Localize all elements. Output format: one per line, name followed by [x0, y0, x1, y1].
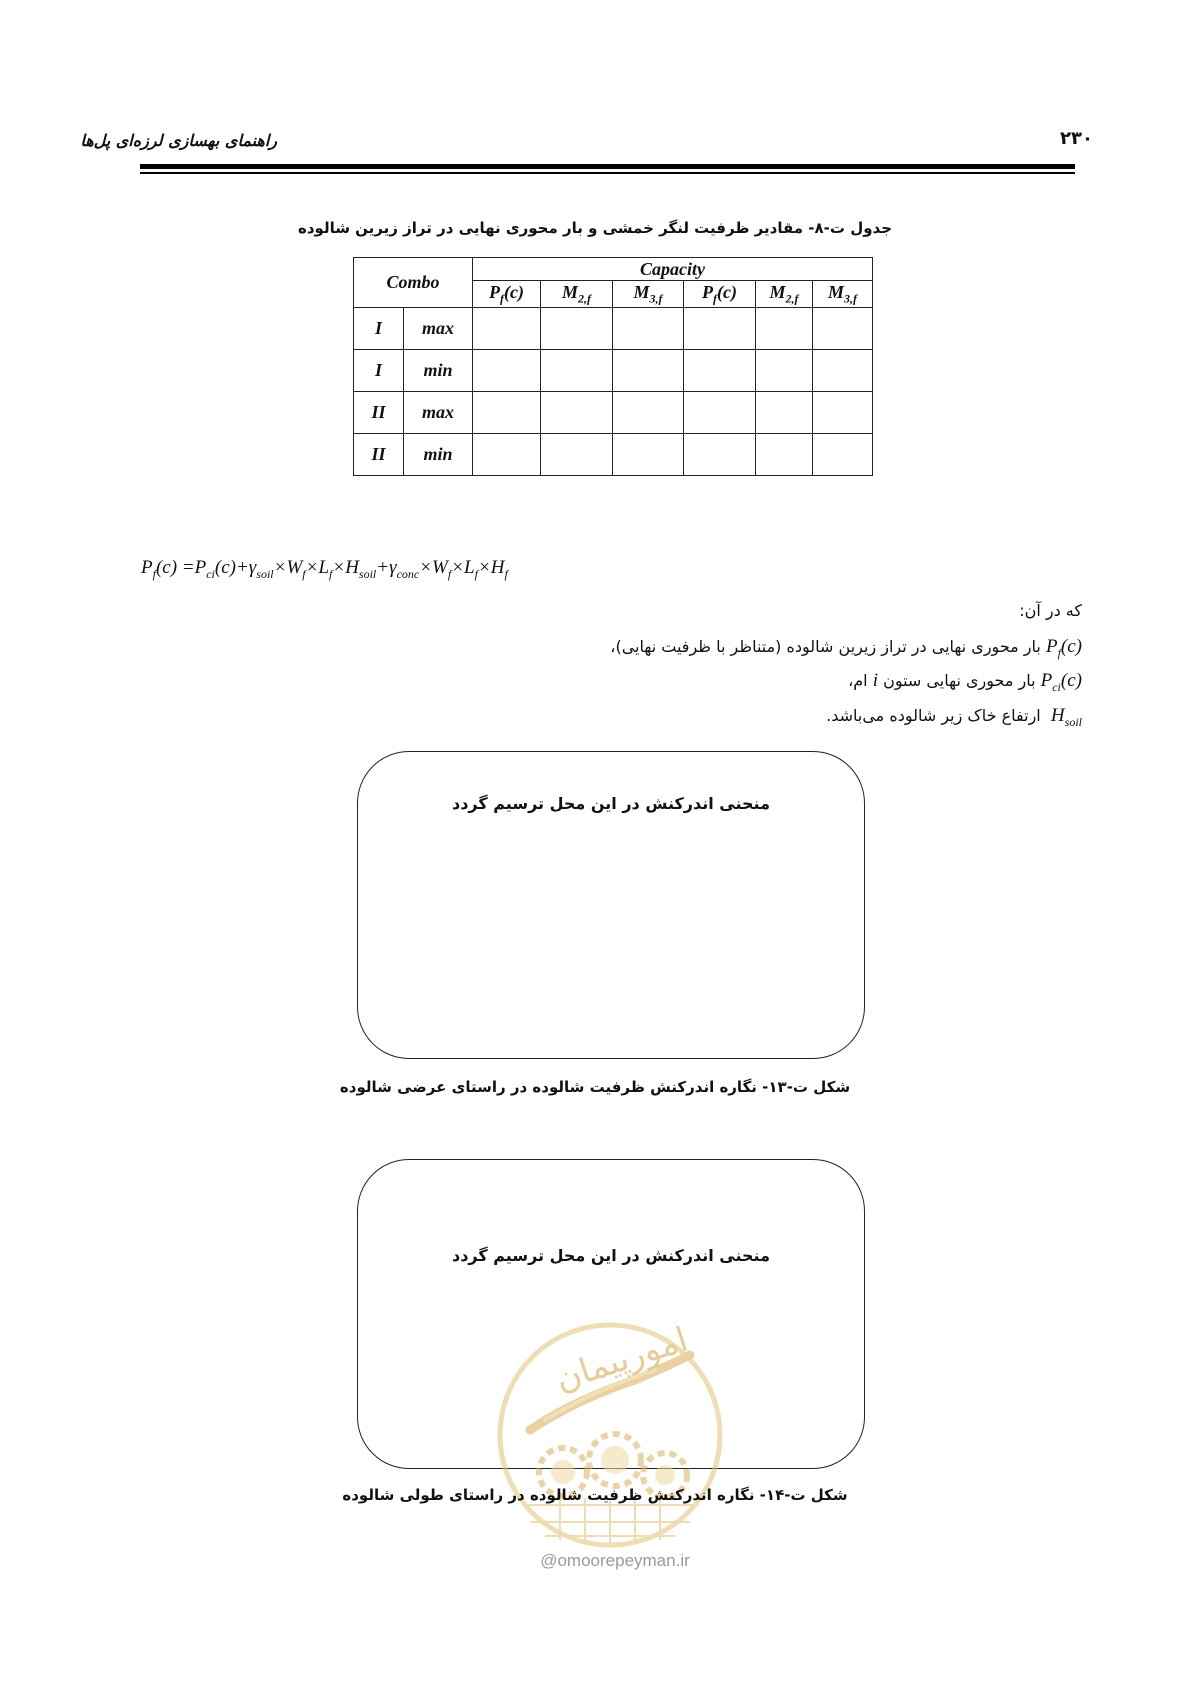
table-row [354, 434, 873, 476]
bound-cell: max [404, 392, 473, 434]
combo-cell: I [354, 350, 404, 392]
definition-text: ارتفاع خاک زیر شالوده می‌باشد. [826, 706, 1041, 725]
empty-cell [813, 350, 873, 392]
empty-cell [541, 392, 613, 434]
empty-cell [756, 308, 813, 350]
column-header-m2f: $M_{2,f}$ [756, 281, 813, 308]
definition-pci: $P_{ci}(c)$ بار محوری نهایی ستون i ام، [848, 670, 1082, 694]
column-header-m2f: $M_{2,f}$ [541, 281, 613, 308]
axial-load-formula: $P_f(c) =P_{ci}(c)+\gamma_{soil}\times W_f\times L_f\times H_{soil}+\gamma_{conc}\times W_f\times L_f\times H_f$ [141, 557, 508, 581]
definition-text: بار محوری نهایی ستون [883, 671, 1036, 690]
running-header-title: راهنمای بهسازی لرزه‌ای پل‌ها [80, 131, 277, 150]
empty-cell [813, 392, 873, 434]
capacity-table [353, 257, 873, 476]
table-row [354, 392, 873, 434]
column-header-m3f: $M_{3,f}$ [813, 281, 873, 308]
definition-text: ام، [848, 671, 868, 690]
figure-placeholder-label: منحنی اندرکنش در این محل ترسیم گردد [452, 1246, 770, 1265]
empty-cell [613, 392, 684, 434]
table-row [354, 308, 873, 350]
interaction-curve-box-transverse [357, 751, 865, 1059]
bound-cell: min [404, 434, 473, 476]
empty-cell [756, 350, 813, 392]
table-row [354, 350, 873, 392]
empty-cell [756, 392, 813, 434]
empty-cell [613, 434, 684, 476]
column-header-pf: $P_f(c)$ [473, 281, 541, 308]
figure-caption: شکل ت-۱۳- نگاره اندرکنش ظرفیت شالوده در راستای عرضی شالوده [339, 1078, 851, 1096]
definition-hsoil: $H_{soil}$ ارتفاع خاک زیر شالوده می‌باشد. [826, 705, 1082, 729]
empty-cell [473, 434, 541, 476]
empty-cell [613, 308, 684, 350]
empty-cell [613, 350, 684, 392]
capacity-header: Capacity [473, 258, 873, 281]
column-header-pf: $P_f(c)$ [684, 281, 756, 308]
definition-text: بار محوری نهایی در تراز زیرین شالوده (متناظر با ظرفیت نهایی)، [610, 637, 1041, 656]
header-rule-thick [140, 164, 1075, 169]
combo-header: Combo [354, 258, 473, 308]
empty-cell [541, 350, 613, 392]
empty-cell [541, 308, 613, 350]
empty-cell [684, 392, 756, 434]
empty-cell [756, 434, 813, 476]
watermark-logo-text: امورپیمان [550, 1319, 693, 1400]
bound-cell: min [404, 350, 473, 392]
definitions-intro: که در آن: [1019, 601, 1082, 620]
empty-cell [541, 434, 613, 476]
empty-cell [684, 308, 756, 350]
watermark-logo [485, 1310, 735, 1560]
empty-cell [813, 434, 873, 476]
column-header-m3f: $M_{3,f}$ [613, 281, 684, 308]
combo-cell: II [354, 392, 404, 434]
empty-cell [813, 308, 873, 350]
empty-cell [684, 350, 756, 392]
definition-pf: $P_f(c)$ بار محوری نهایی در تراز زیرین شالوده (متناظر با ظرفیت نهایی)، [610, 636, 1082, 660]
figure-placeholder-label: منحنی اندرکنش در این محل ترسیم گردد [452, 794, 770, 813]
combo-cell: II [354, 434, 404, 476]
empty-cell [684, 434, 756, 476]
table-caption: جدول ت-۸- مقادیر ظرفیت لنگر خمشی و بار محوری نهایی در تراز زیرین شالوده [297, 219, 893, 237]
empty-cell [473, 308, 541, 350]
empty-cell [473, 350, 541, 392]
empty-cell [473, 392, 541, 434]
combo-cell: I [354, 308, 404, 350]
figure-caption: شکل ت-۱۴- نگاره اندرکنش ظرفیت شالوده در راستای طولی شالوده [342, 1486, 848, 1504]
page-number: ۲۳۰ [1060, 128, 1093, 149]
header-rule-thin [140, 172, 1075, 174]
bound-cell: max [404, 308, 473, 350]
watermark-url: @omoorepeyman.ir [540, 1551, 690, 1570]
